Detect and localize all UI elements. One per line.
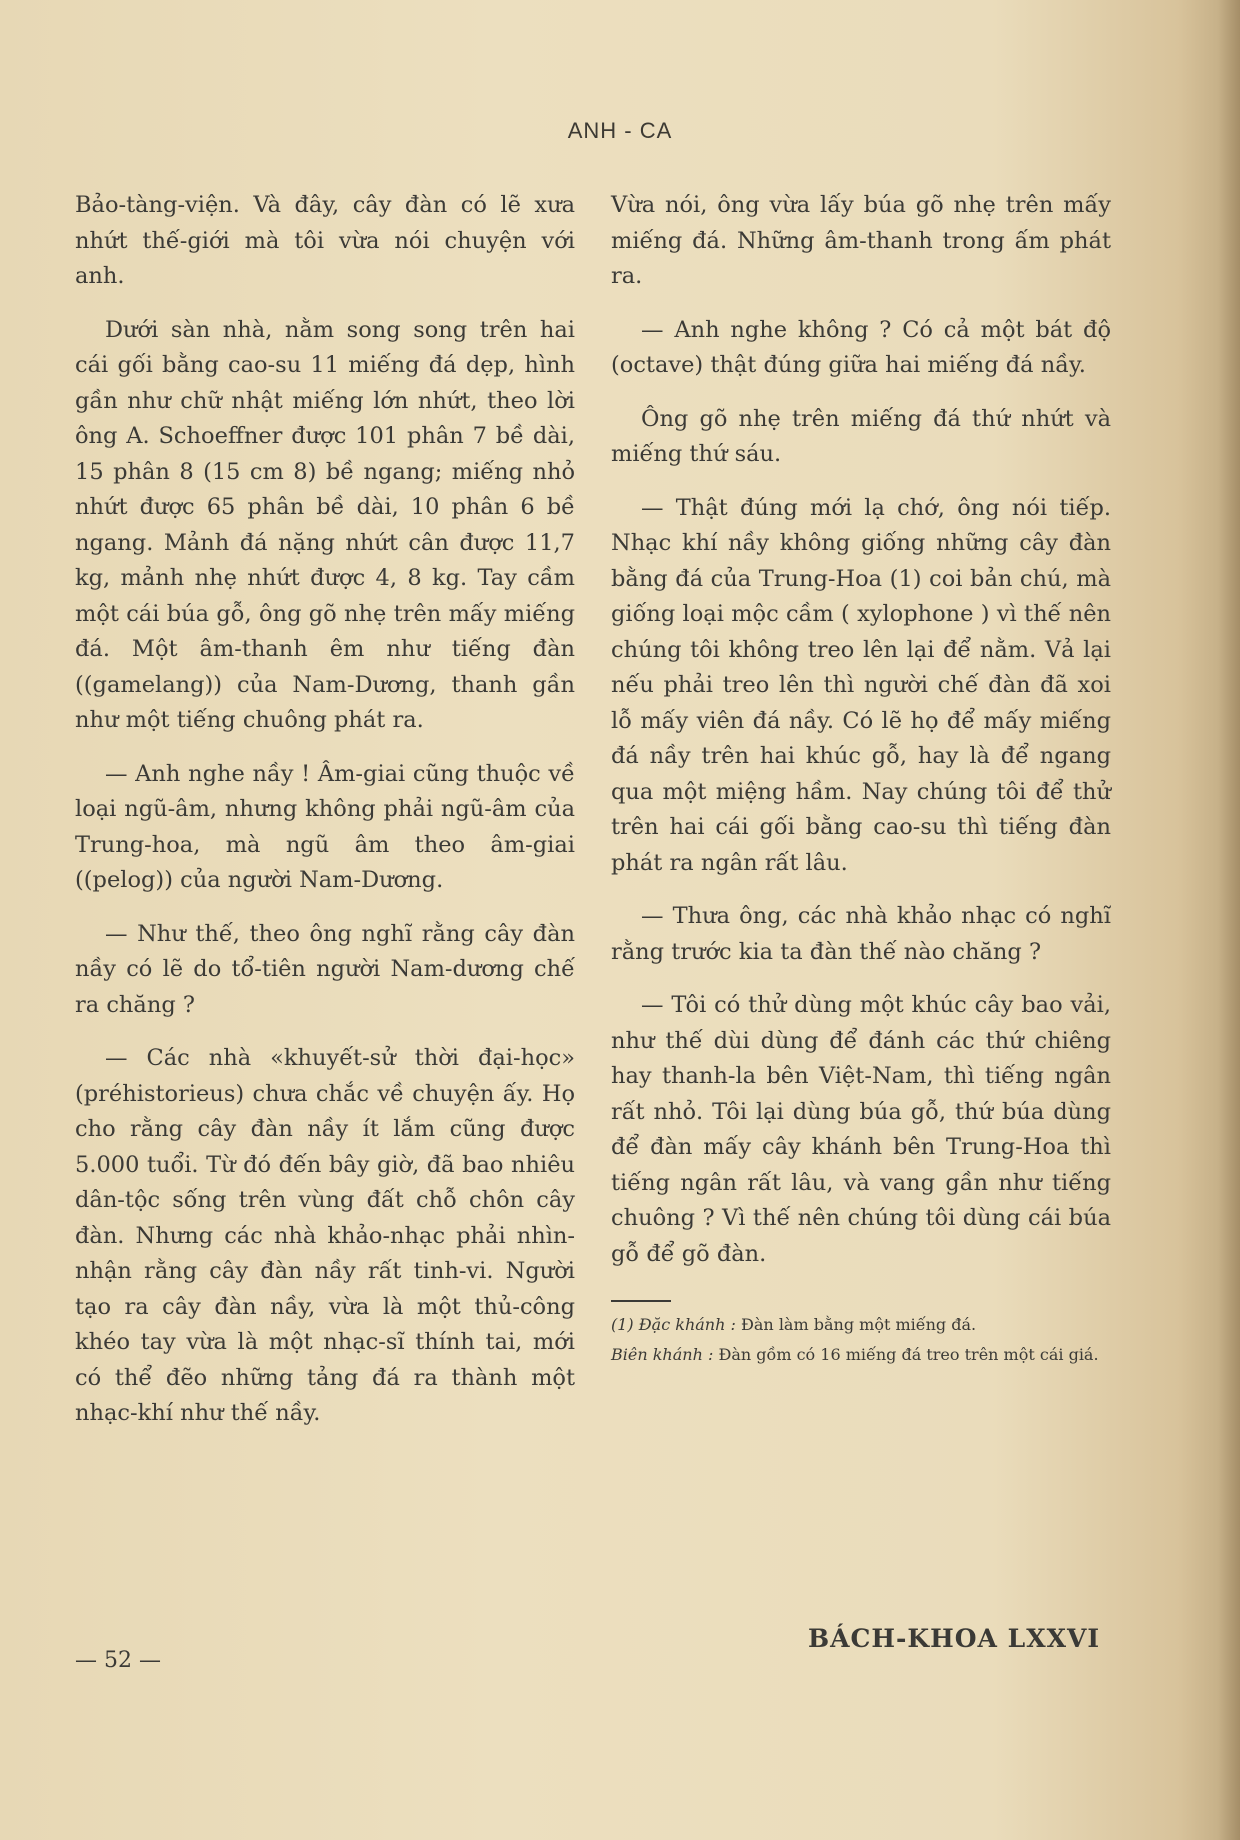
paragraph: Vừa nói, ông vừa lấy búa gõ nhẹ trên mấy miếng đá. Những âm-thanh trong ấm phát ra. bbox=[611, 192, 1111, 289]
footnote-text: Đàn làm bằng một miếng đá. bbox=[740, 1315, 977, 1334]
left-column bbox=[75, 188, 575, 1450]
running-title: ANH - CA bbox=[567, 118, 673, 143]
footnote-rule bbox=[611, 1300, 671, 1302]
footnote-term: (1) Đặc khánh : bbox=[611, 1315, 736, 1334]
paragraph: — Anh nghe nầy ! Âm-giai cũng thuộc về loại ngũ-âm, nhưng không phải ngũ-âm của Trung-hoa, mà ngũ âm theo âm-giai ((pelog)) của người Nam-Dương. bbox=[75, 760, 575, 893]
publication-name: BÁCH-KHOA LXXVI bbox=[808, 1624, 1101, 1653]
paragraph: Bảo-tàng-viện. Và đây, cây đàn có lẽ xưa nhứt thế-giới mà tôi vừa nói chuyện với anh. bbox=[75, 192, 575, 289]
paragraph: — Thật đúng mới lạ chớ, ông nói tiếp. Nhạc khí nầy không giống những cây đàn bằng đá của Trung-Hoa (1) coi bản chú, mà giống loại mộc cầm ( xylophone ) vì thế nên chúng tôi không treo lên lại để nằm. Vả lại nếu phải treo lên thì người chế đàn đã xoi lỗ mấy viên đá nầy. Có lẽ họ để mấy miếng đá nầy trên hai khúc gỗ, hay là để ngang qua một miệng hầm. Nay chúng tôi để thử trên hai cái gối bằng cao-su thì tiếng đàn phát ra ngân rất lâu. bbox=[611, 494, 1111, 876]
footnote bbox=[611, 1310, 1111, 1340]
paragraph: — Như thế, theo ông nghĩ rằng cây đàn nầy có lẽ do tổ-tiên người Nam-dương chế ra chăng ? bbox=[75, 920, 575, 1018]
footnote-term: Biên khánh : bbox=[611, 1345, 714, 1364]
footnote bbox=[611, 1340, 1111, 1370]
paragraph: — Tôi có thử dùng một khúc cây bao vải, như thế dùi dùng để đánh các thứ chiêng hay thanh-la bên Việt-Nam, thì tiếng ngân rất nhỏ. Tôi lại dùng búa gỗ, thứ búa dùng để đàn mấy cây khánh bên Trung-Hoa thì tiếng ngân rất lâu, và vang gần như tiếng chuông ? Vì thế nên chúng tôi dùng cái búa gỗ để gõ đàn. bbox=[611, 992, 1111, 1267]
paragraph: — Các nhà «khuyết-sử thời đại-học» (préhistorieus) chưa chắc về chuyện ấy. Họ cho rằng cây đàn nầy ít lắm cũng được 5.000 tuổi. Từ đó đến bây giờ, đã bao nhiêu dân-tộc sống trên vùng đất chỗ chôn cây đàn. Nhưng các nhà khảo-nhạc phải nhìn-nhận rằng cây đàn nầy rất tinh-vi. Người tạo ra cây đàn nầy, vừa là một thủ-công khéo tay vừa là một nhạc-sĩ thính tai, mới có thể đẽo những tảng đá ra thành một nhạc-khí như thế nầy. bbox=[75, 1045, 575, 1426]
paragraph: Dưới sàn nhà, nằm song song trên hai cái gối bằng cao-su 11 miếng đá dẹp, hình gần như chữ nhật miếng lớn nhứt, theo lời ông A. Schoeffner được 101 phân 7 bề dài, 15 phân 8 (15 cm 8) bề ngang; miếng nhỏ nhứt được 65 phân bề dài, 10 phân 6 bề ngang. Mảnh đá nặng nhứt cân được 11,7 kg, mảnh nhẹ nhứt được 4, 8 kg. Tay cầm một cái búa gỗ, ông gõ nhẹ trên mấy miếng đá. Một âm-thanh êm như tiếng đàn ((gamelang)) của Nam-Dương, thanh gần như một tiếng chuông phát ra. bbox=[75, 316, 575, 733]
page-edge-shadow bbox=[1218, 0, 1240, 1840]
footnote-text: Đàn gồm có 16 miếng đá treo trên một cái giá. bbox=[718, 1345, 1099, 1364]
paragraph: — Thưa ông, các nhà khảo nhạc có nghĩ rằng trước kia ta đàn thế nào chăng ? bbox=[611, 903, 1111, 965]
paragraph: — Anh nghe không ? Có cả một bát độ (octave) thật đúng giữa hai miếng đá nầy. bbox=[611, 316, 1111, 378]
paragraph: Ông gõ nhẹ trên miếng đá thứ nhứt và miếng thứ sáu. bbox=[611, 405, 1111, 467]
right-column bbox=[611, 188, 1111, 1370]
page-number: — 52 — bbox=[75, 1648, 161, 1673]
